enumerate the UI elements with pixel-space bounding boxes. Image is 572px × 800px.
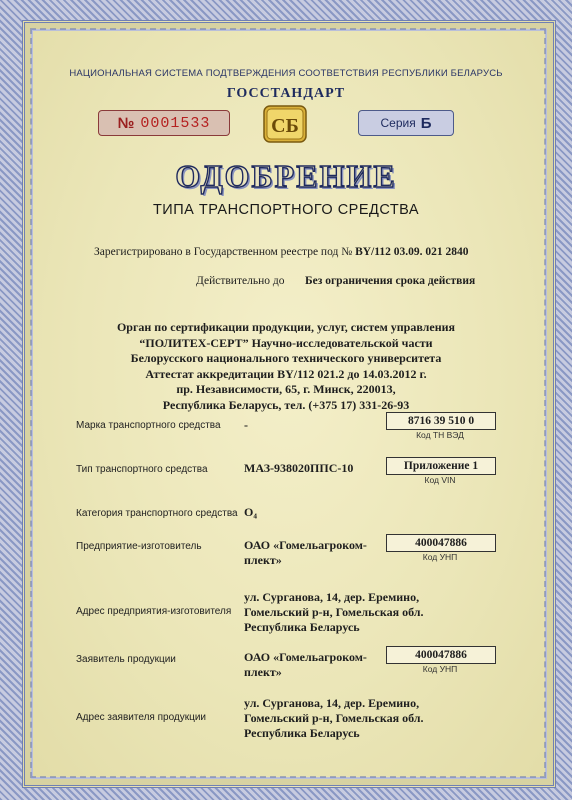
org-line: “ПОЛИТЕХ-СЕРТ” Научно-исследовательской части xyxy=(139,335,433,350)
number-label: № xyxy=(117,114,135,132)
document-title: ОДОБРЕНИЕ xyxy=(175,158,397,194)
series-value: Б xyxy=(420,114,432,132)
agency-name: ГОССТАНДАРТ xyxy=(226,86,346,101)
org-line: пр. Независимости, 65, г. Минск, 220013, xyxy=(176,382,396,396)
address-line: Республика Беларусь xyxy=(244,620,360,634)
certificate-number-box xyxy=(98,110,230,136)
org-line: Белорусского национального технического университета xyxy=(130,351,442,365)
registration-text: Зарегистрировано в Государственном реестре под № xyxy=(94,246,353,258)
manufacturer-address-label: Адрес предприятия-изготовителя xyxy=(76,606,232,617)
certificate-number: 0001533 xyxy=(140,114,211,132)
system-line: НАЦИОНАЛЬНАЯ СИСТЕМА ПОДТВЕРЖДЕНИЯ СООТВЕТСТВИЯ РЕСПУБЛИКИ БЕЛАРУСЬ xyxy=(69,68,503,79)
manufacturer-unp-box: 400047886 xyxy=(386,534,496,552)
category-label: Категория транспортного средства xyxy=(76,508,238,519)
validity-value: Без ограничения срока действия xyxy=(305,275,476,287)
manufacturer-value-line: плект» xyxy=(244,553,282,567)
org-line: Орган по сертификации продукции, услуг, систем управления xyxy=(116,320,456,334)
manufacturer-value-line: ОАО «Гомельагроком- xyxy=(244,538,367,552)
validity-label: Действительно до xyxy=(196,275,285,287)
logo-letters: СБ xyxy=(271,115,299,137)
manufacturer-address-value xyxy=(244,590,424,635)
address-line: Гомельский р-н, Гомельская обл. xyxy=(244,605,424,619)
type-value: МАЗ-938020ППС-10 xyxy=(244,461,354,475)
category-value: O₄ xyxy=(244,505,257,519)
address-line: Республика Беларусь xyxy=(244,726,360,740)
document-subtitle: ТИПА ТРАНСПОРТНОГО СРЕДСТВА xyxy=(152,202,420,218)
brand-value: - xyxy=(244,418,248,432)
vin-code-box: Приложение 1 xyxy=(386,457,496,475)
vin-code-caption: Код VIN xyxy=(424,475,456,485)
applicant-label: Заявитель продукции xyxy=(76,654,176,665)
applicant-value-line: ОАО «Гомельагроком- xyxy=(244,650,367,664)
gosstandart-emblem-icon xyxy=(262,104,308,144)
manufacturer-unp-caption: Код УНП xyxy=(422,552,458,562)
series-label: Серия xyxy=(380,116,416,130)
brand-label: Марка транспортного средства xyxy=(76,420,221,431)
certification-body xyxy=(60,320,512,413)
address-line: ул. Сурганова, 14, дер. Еремино, xyxy=(244,696,420,710)
applicant-value-line: плект» xyxy=(244,665,282,679)
applicant-unp-caption: Код УНП xyxy=(422,664,458,674)
registration-line xyxy=(94,246,469,258)
applicant-unp-box: 400047886 xyxy=(386,646,496,664)
address-line: Гомельский р-н, Гомельская обл. xyxy=(244,711,424,725)
applicant-address-value xyxy=(244,696,424,741)
org-line: Республика Беларусь, тел. (+375 17) 331-26-93 xyxy=(162,397,410,412)
applicant-address-label: Адрес заявителя продукции xyxy=(76,712,207,723)
type-label: Тип транспортного средства xyxy=(76,464,208,475)
org-line: Аттестат аккредитации BY/112 021.2 до 14.03.2012 г. xyxy=(145,366,427,381)
registration-number: BY/112 03.09. 021 2840 xyxy=(355,246,469,258)
manufacturer-value xyxy=(244,538,367,568)
address-line: ул. Сурганова, 14, дер. Еремино, xyxy=(244,590,420,604)
hs-code-box: 8716 39 510 0 xyxy=(386,412,496,430)
series-box xyxy=(358,110,454,136)
applicant-value xyxy=(244,650,367,680)
manufacturer-label: Предприятие-изготовитель xyxy=(76,541,202,552)
hs-code-caption: Код ТН ВЭД xyxy=(416,430,464,440)
